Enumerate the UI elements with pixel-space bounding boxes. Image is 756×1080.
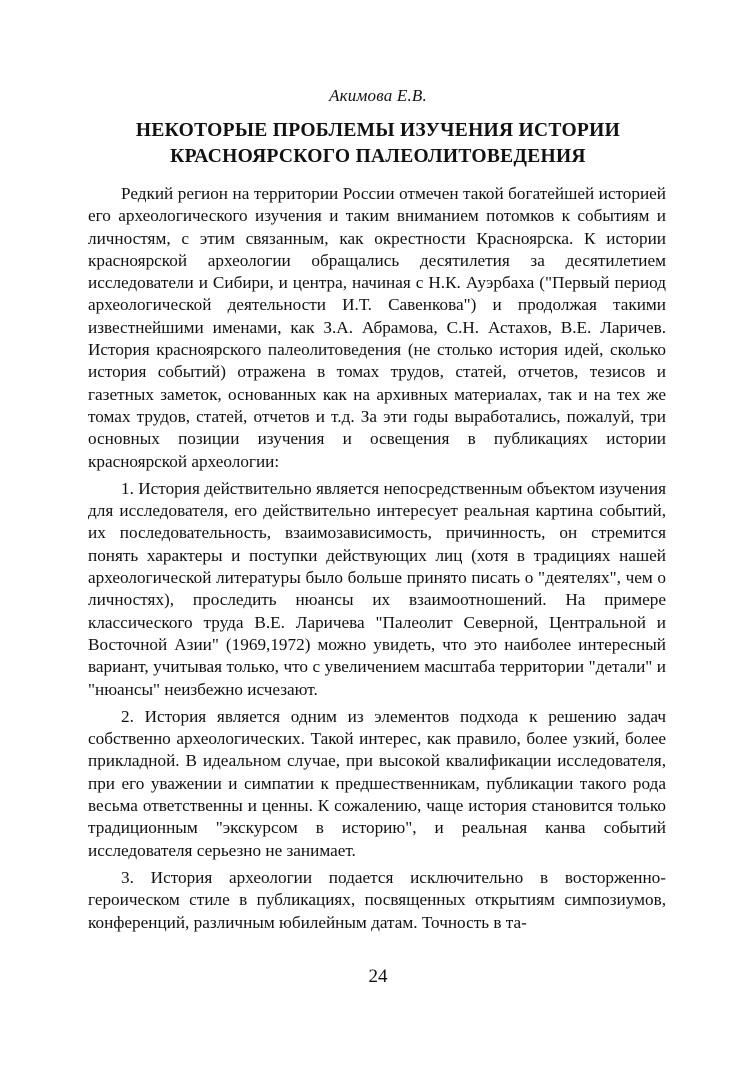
paragraph-point-1: 1. История действительно является непосредственным объектом изучения для исследователя, его действительно интересует реальная картина событий, их последовательность, взаимозависимость, причинность, он стремится понять характеры и поступки действующих лиц (хотя в традициях нашей археологической литературы было больше принято писать о "деятелях", чем о личностях), проследить нюансы их взаимоотношений. На примере классического труда В.Е. Ларичева "Палеолит Северной, Центральной и Восточной Азии" (1969,1972) можно увидеть, что это наиболее интересный вариант, учитывая только, что с увеличением масштаба территории "детали" и "нюансы" неизбежно исчезают.	[88, 478, 666, 699]
title-line-1: НЕКОТОРЫЕ ПРОБЛЕМЫ ИЗУЧЕНИЯ ИСТОРИИ	[135, 120, 621, 141]
paragraph-point-3: 3. История археологии подается исключительно в восторженно-героическом стиле в публикациях, посвященных открытиям симпозиумов, конференций, различным юбилейным датам. Точность в та-	[88, 867, 666, 932]
article-title	[80, 118, 676, 170]
paragraph-point-2: 2. История является одним из элементов подхода к решению задач собственно археологических. Такой интерес, как правило, более узкий, более прикладной. В идеальном случае, при высокой квалификации исследователя, при его уважении и симпатии к предшественникам, публикации такого рода весьма ответственны и ценны. К сожалению, чаще история становится только традиционным "экскурсом в историю", и реальная канва событий исследователя серьезно не занимает.	[88, 706, 666, 860]
paragraph-intro: Редкий регион на территории России отмечен такой богатейшей историей его археологического изучения и таким вниманием потомков к событиям и личностям, с этим связанным, как окрестности Красноярска. К истории красноярской археологии обращались десятилетия за десятилетием исследователи и Сибири, и центра, начиная с Н.К. Ауэрбаха ("Первый период археологической деятельности И.Т. Савенкова") и продолжая такими известнейшими именами, как З.А. Абрамова, С.Н. Астахов, В.Е. Ларичев. История красноярского палеолитоведения (не столько история идей, сколько история событий) отражена в томах трудов, статей, отчетов, тезисов и газетных заметок, основанных как на архивных материалах, так и на тех же томах трудов, статей, отчетов и т.д. За эти годы выработались, пожалуй, три основных позиции изучения и освещения в публикациях истории красноярской археологии:	[88, 184, 666, 471]
title-line-2: КРАСНОЯРСКОГО ПАЛЕОЛИТОВЕДЕНИЯ	[170, 146, 586, 167]
article-body	[88, 183, 666, 939]
author-name: Акимова Е.В.	[329, 86, 427, 105]
page-number: 24	[368, 966, 388, 987]
